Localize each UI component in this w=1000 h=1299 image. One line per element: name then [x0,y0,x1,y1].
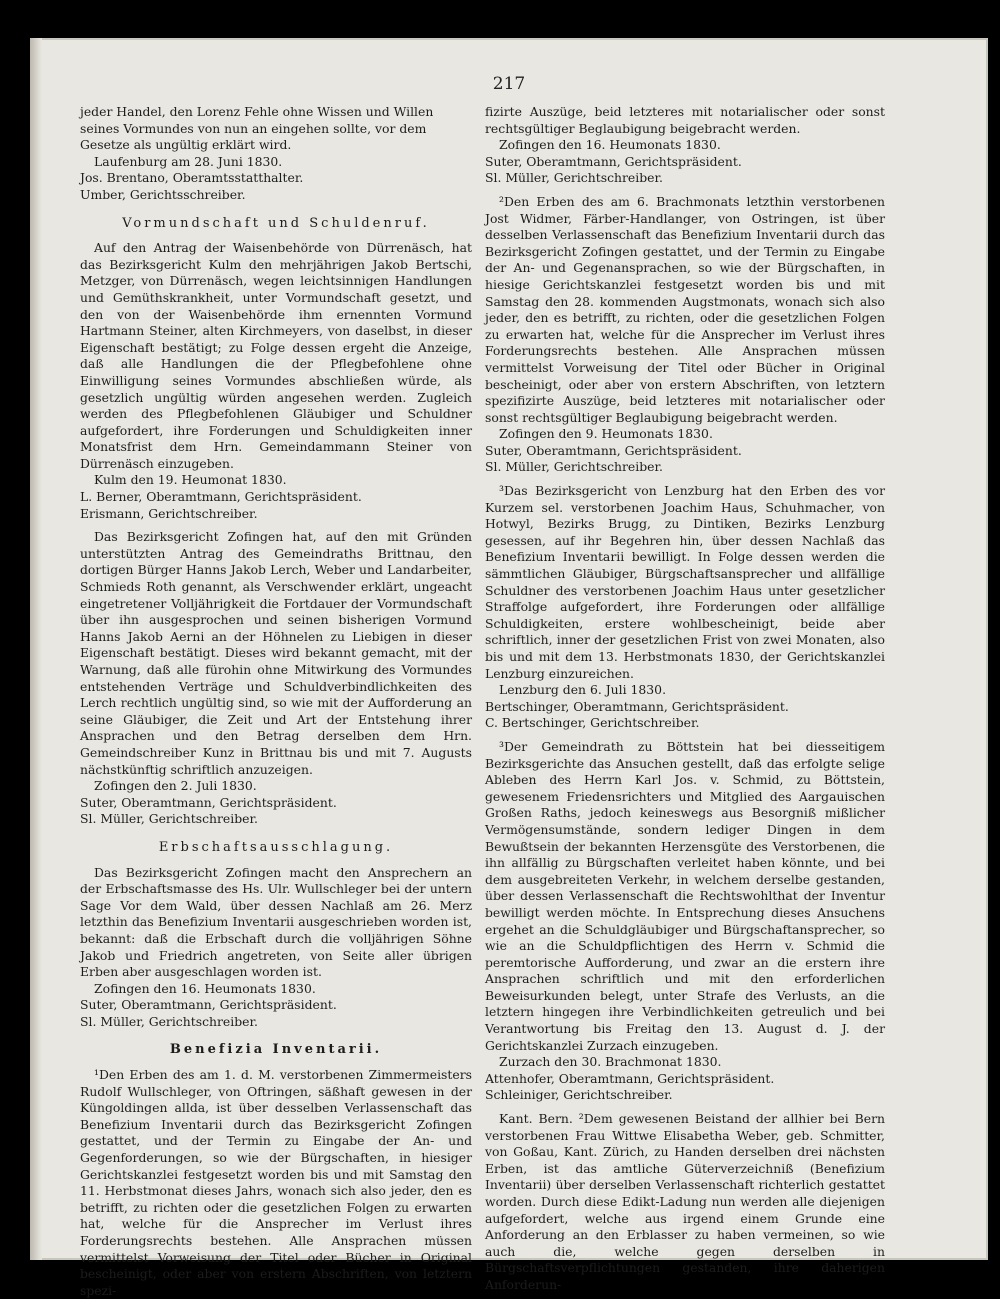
signature: Sl. Müller, Gerichtschreiber. [80,811,258,827]
left-column [80,104,472,1299]
signature: C. Bertschinger, Gerichtschreiber. [485,715,700,731]
signature: Suter, Oberamtmann, Gerichtspräsident. [485,442,742,458]
signature: Suter, Oberamtmann, Gerichtspräsident. [485,153,742,169]
notice-paragraph: ¹Den Erben des am 1. d. M. verstorbenen Zimmermeisters Rudolf Wullschleger, von Oftringen, säßhaft gewesen in der Küngoldingen allda, ist über desselben Verlassenschaft das Benefizium Inventarii durch das Bezirksgericht Zofingen gestattet, und der Termin zu Eingabe der An- und Gegenforderungen, so wie der Bürgschaften, in hiesiger Gerichtskanzlei festgesetzt worden bis und mit Samstag den 11. Herbstmonat dieses Jahrs, wonach sich also jeder, den es betrifft, zu richten oder die gesetzlichen Folgen zu erwarten hat, welche für die Ansprecher im Verlust ihres Forderungsrechts bestehen. Alle Ansprachen müssen vermittelst Vorweisung der Titel oder Bücher in Original bescheinigt, oder aber von erstern Abschriften, von letztern spezi- [80,1067,472,1298]
section-heading: Vormundschaft und Schuldenruf. [122,215,430,231]
signature: Sl. Müller, Gerichtschreiber. [485,170,663,186]
signature: Jos. Brentano, Oberamtsstatthalter. [80,170,304,186]
notice-paragraph: fizirte Auszüge, beid letzteres mit notarialischer oder sonst rechtsgültiger Beglaubigung beigebracht werden. [485,104,885,136]
signature: Schleiniger, Gerichtschreiber. [485,1087,673,1103]
notice-date: Zofingen den 2. Juli 1830. [94,778,257,794]
notice-date: Zofingen den 16. Heumonats 1830. [499,137,721,153]
signature: Bertschinger, Oberamtmann, Gerichtspräsident. [485,698,789,714]
page-spine-shadow [30,38,42,1260]
signature: Suter, Oberamtmann, Gerichtspräsident. [80,794,337,810]
intro-line: Gesetze als ungültig erklärt wird. [80,137,292,153]
signature: Suter, Oberamtmann, Gerichtspräsident. [80,997,337,1013]
notice-paragraph: ²Den Erben des am 6. Brachmonats letzthin verstorbenen Jost Widmer, Färber-Handlanger, von Ostringen, ist über desselben Verlassenschaft das Benefizium Inventarii durch das Bezirksgericht Zofingen gestattet, und der Termin zu Eingabe der An- und Gegenansprachen, so wie der Bürgschaften, in hiesige Gerichtskanzlei festgesetzt worden bis und mit Samstag den 28. kommenden Augstmonats, wonach sich also jeder, den es betrifft, zu richten, oder die gesetzlichen Folgen zu erwarten hat, welche für die Ansprecher im Verlust ihres Forderungsrechts bestehen. Alle Ansprachen müssen vermittelst Vorweisung der Titel oder Bücher in Original bescheinigt, oder aber von erstern Abschriften, von letztern spezifizirte Auszüge, beid letzteres mit notarialischer oder sonst rechtsgültiger Beglaubigung beigebracht werden. [485,193,885,425]
signature: Attenhofer, Oberamtmann, Gerichtspräsident. [485,1070,775,1086]
notice-paragraph: Das Bezirksgericht Zofingen hat, auf den mit Gründen unterstützten Antrag des Gemeindraths Brittnau, den dortigen Bürger Hanns Jakob Lerch, Weber und Landarbeiter, Schmieds Roth genannt, als Verschwender erklärt, ungeacht eingetretener Volljährigkeit die Fortdauer der Vormundschaft über ihn ausgesprochen und seinen bisherigen Vormund Hanns Jakob Aerni an der Höhnelen zu Liebigen in dieser Eigenschaft bestätigt. Dieses wird bekannt gemacht, mit der Warnung, daß alle fürohin ohne Mitwirkung des Vormundes entstehenden Verträge und Schuldverbindlichkeiten des Lerch rechtlich ungültig sind, so wie mit der Aufforderung an seine Gläubiger, die Zeit und Art der Entstehung ihrer Ansprachen und den Betrag derselben dem Hrn. Gemeindschreiber Kunz in Brittnau bis und mit 7. Augusts nächstkünftig schriftlich anzuzeigen. [80,529,472,777]
intro-line: jeder Handel, den Lorenz Fehle ohne Wissen und Willen [80,104,434,119]
notice-paragraph: Das Bezirksgericht Zofingen macht den Ansprechern an der Erbschaftsmasse des Hs. Ulr. Wullschleger bei der untern Sage Vor dem Wald, über dessen Nachlaß am 26. Merz letzthin das Benefizium Inventarii ausgeschrieben worden ist, bekannt: daß die Erbschaft durch die volljährigen Söhne Jakob und Friedrich angetreten, von Seite aller übrigen Erben aber ausgeschlagen worden ist. [80,864,472,980]
page-number: 217 [492,74,526,94]
notice-date: Zofingen den 9. Heumonats 1830. [499,426,713,442]
right-column [485,104,885,1294]
section-heading: Erbschaftsausschlagung. [158,839,394,855]
notice-paragraph: Kant. Bern. ²Dem gewesenen Beistand der allhier bei Bern verstorbenen Frau Wittwe Elisabetha Weber, geb. Schmitter, von Goßau, Kant. Zürich, zu Handen derselben drei nächsten Erben, ist das amtliche Güterverzeichniß (Benefizium Inventarii) über derselben Verlassenschaft richterlich gestattet worden. Durch diese Edikt-Ladung nun werden alle diejenigen aufgefordert, welche aus irgend einem Grunde eine Anforderung an den Erblasser zu haben vermeinen, so wie auch die, welche gegen derselben in Bürgschaftsverpflichtungen gestanden, ihre daherigen Anforderun- [485,1111,885,1292]
notice-paragraph: ³Der Gemeindrath zu Böttstein hat bei diesseitigem Bezirksgerichte das Ansuchen gestellt, daß das erfolgte selige Ableben des Herrn Karl Jos. v. Schmid, zu Böttstein, gewesenem Friedensrichters und Mitglied des Aargauischen Großen Raths, jedoch keineswegs aus Besorgniß mißlicher Vermögensumstände, sondern lediger Dingen in dem Bewußtsein der bekannten Herzensgüte des Verstorbenen, die ihn allfällig zu Bürgschaften verleitet haben könnte, und bei dem ausgebreiteten Verkehr, in welchem derselbe gestanden, über dessen Verlassenschaft die Rechtswohlthat der Inventur bewilligt werden möchte. In Entsprechung dieses Ansuchens ergehet an die Schuldgläubiger und Bürgschaftansprecher, so wie an die Schuldpflichtigen des Herrn v. Schmid die peremtorische Aufforderung, und zwar an die erstern ihre Ansprachen schriftlich und mit den erforderlichen Beweisurkunden belegt, unter Strafe des Verlusts, an die letztern hingegen ihre Verbindlichkeiten getreulich und bei Verantwortung bis Freitag den 13. August d. J. der Gerichtskanzlei Zurzach einzugeben. [485,738,885,1053]
signature: Erismann, Gerichtschreiber. [80,505,258,521]
notice-paragraph: ³Das Bezirksgericht von Lenzburg hat den Erben des vor Kurzem sel. verstorbenen Joachim Haus, Schuhmacher, von Hotwyl, Bezirks Brugg, zu Dintiken, Bezirks Lenzburg gesessen, auf ihr Begehren hin, über dessen Nachlaß das Benefizium Inventarii bewilligt. In Folge dessen werden die sämmtlichen Gläubiger, Bürgschaftsansprecher und allfällige Schuldner des verstorbenen Joachim Haus unter gesetzlicher Straffolge aufgefordert, ihre Forderungen oder allfällige Schuldigkeiten, erstere wohlbescheinigt, beide aber schriftlich, inner der gesetzlichen Frist von zwei Monaten, also bis und mit dem 13. Herbstmonats 1830, der Gerichtskanzlei Lenzburg einzureichen. [485,483,885,681]
signature: Sl. Müller, Gerichtschreiber. [80,1013,258,1029]
notice-date: Lenzburg den 6. Juli 1830. [499,682,667,698]
newspaper-page [30,38,988,1298]
signature: L. Berner, Oberamtmann, Gerichtspräsident. [80,489,362,505]
signature: Sl. Müller, Gerichtschreiber. [485,459,663,475]
notice-paragraph: Auf den Antrag der Waisenbehörde von Dürrenäsch, hat das Bezirksgericht Kulm den mehrjährigen Jakob Bertschi, Metzger, von Dürrenäsch, wegen leichtsinnigen Handlungen und Gemüthskrankheit, unter Vormundschaft gesetzt, und den von der Waisenbehörde ihm ernennten Vormund Hartmann Steiner, alten Kirchmeyers, von daselbst, in dieser Eigenschaft bestätigt; zu Folge dessen ergeht die Anzeige, daß alle Handlungen die der Pflegbefohlene ohne Einwilligung seines Vormundes abschließen würde, als gesetzlich ungültig würden angesehen werden. Zugleich werden des Pflegbefohlenen Gläubiger und Schuldner aufgefordert, ihre Forderungen und Schuldigkeiten inner Monatsfrist dem Hrn. Gemeindammann Steiner von Dürrenäsch einzugeben. [80,240,472,471]
notice-date: Kulm den 19. Heumonat 1830. [94,472,287,488]
notice-date: Laufenburg am 28. Juni 1830. [94,153,283,169]
signature: Umber, Gerichtsschreiber. [80,186,246,202]
notice-date: Zofingen den 16. Heumonats 1830. [94,980,316,996]
section-heading: Benefizia Inventarii. [169,1042,383,1058]
notice-date: Zurzach den 30. Brachmonat 1830. [499,1054,722,1070]
intro-line: seines Vormundes von nun an eingehen sollte, vor dem [80,120,427,136]
